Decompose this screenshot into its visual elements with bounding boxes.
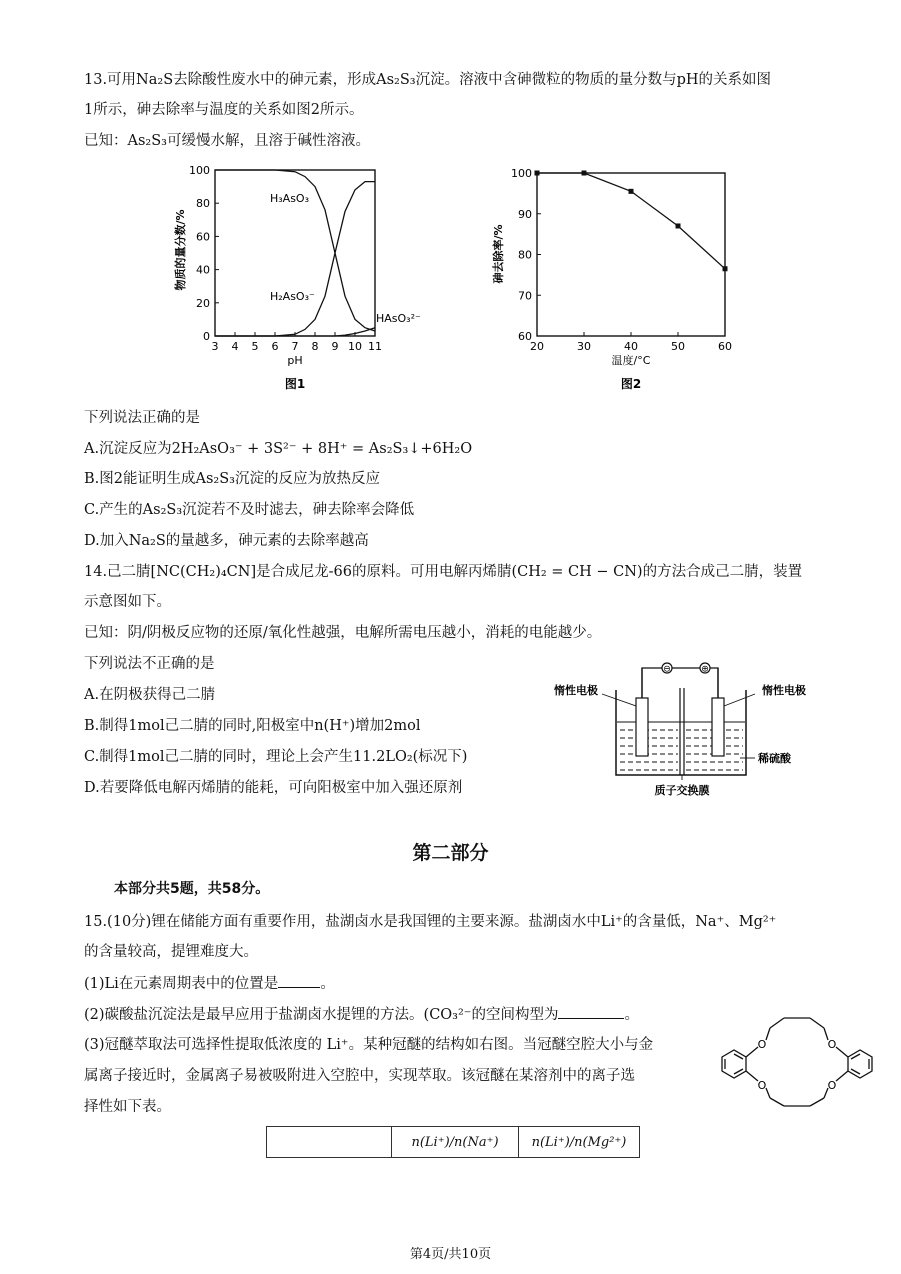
electrolysis-diagram [550, 650, 806, 810]
q13-option-b: B.图2能证明生成As₂S₃沉淀的反应为放热反应 [84, 471, 380, 487]
x-tick-label: 40 [624, 340, 638, 353]
q14-option-d: D.若要降低电解丙烯腈的能耗，可向阳极室中加入强还原剂 [84, 780, 463, 796]
x-axis-label: 温度/°C [611, 354, 651, 367]
q15-part1-end: 。 [320, 976, 335, 992]
series-label: H₂AsO₃⁻ [270, 290, 315, 303]
q13-line1: 13.可用Na₂S去除酸性废水中的砷元素，形成As₂S₃沉淀。溶液中含砷微粒的物质的量分数与pH的关系如图 [84, 72, 772, 88]
fig1-ylabel: 物质的量分数/% [174, 209, 187, 291]
x-tick-label: 11 [368, 340, 382, 353]
q15-line2: 的含量较高，提锂难度大。 [84, 944, 258, 960]
q14-line1: 14.己二腈[NC(CH₂)₄CN]是合成尼龙-66的原料。可用电解丙烯腈(CH₂ = CH − CN)的方法合成己二腈，装置 [84, 564, 803, 580]
q15-part3-line2: 属离子接近时，金属离子易被吸附进入空腔中，实现萃取。该冠醚在某溶剂中的离子选 [84, 1068, 635, 1084]
q13-option-c: C.产生的As₂S₃沉淀若不及时滤去，砷去除率会降低 [84, 502, 415, 518]
plot-frame [537, 173, 725, 336]
part2-heading: 第二部分 [412, 842, 489, 864]
negative-terminal-icon: ⊖ [663, 664, 671, 675]
q15-part2-blank[interactable] [558, 1004, 624, 1019]
proton-exchange-membrane-label: 质子交换膜 [654, 784, 710, 797]
series-label: HAsO₃²⁻ [376, 312, 421, 325]
chart-title: 图1 [284, 377, 306, 391]
series-label: H₃AsO₃ [270, 192, 310, 205]
ion-selectivity-table [266, 1126, 640, 1158]
q13-option-a: A.沉淀反应为2H₂AsO₃⁻ + 3S²⁻ + 8H⁺ = As₂S₃↓+6H₂O [84, 441, 473, 457]
q15-part3-line1: (3)冠醚萃取法可选择性提取低浓度的 Li⁺。某种冠醚的结构如右图。当冠醚空腔大小与金 [84, 1037, 654, 1053]
table-header-li-na: n(Li⁺)/n(Na⁺) [392, 1127, 519, 1158]
data-point [535, 171, 540, 176]
q15-line1: 15.(10分)锂在储能方面有重要作用，盐湖卤水是我国锂的主要来源。盐湖卤水中Li⁺的含量低，Na⁺、Mg²⁺ [84, 914, 777, 930]
x-tick-label: 3 [211, 340, 219, 353]
y-tick-label: 40 [196, 263, 210, 277]
q15-part1-blank[interactable] [278, 973, 320, 988]
q13-known: 已知：As₂S₃可缓慢水解，且溶于碱性溶液。 [84, 133, 370, 149]
y-tick-label: 80 [518, 248, 532, 262]
q13-line2: 1所示，砷去除率与温度的关系如图2所示。 [84, 102, 364, 118]
q14-option-b: B.制得1mol己二腈的同时,阳极室中n(H⁺)增加2mol [84, 718, 421, 734]
svg-text:O: O [827, 1038, 837, 1051]
x-tick-label: 4 [231, 340, 239, 353]
chart-title: 图2 [620, 377, 642, 391]
right-electrode-label: 惰性电极 [762, 684, 806, 697]
y-tick-label: 90 [518, 207, 532, 221]
y-tick-label: 80 [196, 197, 210, 211]
y-tick-label: 60 [196, 230, 210, 244]
crown-ether-structure [712, 1010, 882, 1110]
q15-part3-line3: 择性如下表。 [84, 1099, 171, 1115]
series-line [537, 173, 725, 269]
q14-prompt: 下列说法不正确的是 [84, 656, 215, 672]
y-tick-label: 70 [518, 289, 532, 303]
q15-part2-end: 。 [624, 1007, 639, 1023]
fig2-ylabel: 砷去除率/% [492, 224, 505, 284]
x-tick-label: 9 [331, 340, 339, 353]
table-header-li-mg: n(Li⁺)/n(Mg²⁺) [519, 1127, 640, 1158]
data-point [629, 189, 634, 194]
q13-option-d: D.加入Na₂S的量越多，砷元素的去除率越高 [84, 533, 369, 549]
y-tick-label: 60 [518, 330, 532, 343]
q15-part2-text: (2)碳酸盐沉淀法是最早应用于盐湖卤水提锂的方法。(CO₃²⁻的空间构型为 [84, 1007, 559, 1023]
x-tick-label: 50 [671, 340, 685, 353]
left-electrode-label: 惰性电极 [554, 684, 598, 697]
x-tick-label: 6 [271, 340, 279, 353]
q15-part1-text: (1)Li在元素周期表中的位置是 [84, 976, 279, 992]
x-axis-label: pH [287, 354, 303, 367]
x-tick-label: 10 [348, 340, 362, 353]
positive-terminal-icon: ⊕ [701, 664, 709, 675]
page-footer: 第4页/共10页 [409, 1247, 492, 1262]
figure-1-chart [168, 158, 421, 398]
table-header-empty [267, 1127, 392, 1158]
x-tick-label: 8 [311, 340, 319, 353]
svg-text:O: O [827, 1079, 837, 1092]
dilute-sulfuric-acid-label: 稀硫酸 [758, 752, 791, 765]
data-point [723, 266, 728, 271]
q13-prompt: 下列说法正确的是 [84, 410, 200, 426]
part2-intro: 本部分共5题，共58分。 [114, 881, 270, 897]
svg-text:O: O [757, 1079, 767, 1092]
x-tick-label: 7 [291, 340, 299, 353]
figure-2-chart [488, 158, 738, 398]
y-tick-label: 20 [196, 296, 210, 310]
y-tick-label: 100 [511, 167, 532, 180]
q14-known: 已知：阴/阴极反应物的还原/氧化性越强，电解所需电压越小，消耗的电能越少。 [84, 625, 602, 641]
data-point [582, 171, 587, 176]
x-tick-label: 20 [530, 340, 544, 353]
x-tick-label: 30 [577, 340, 591, 353]
q14-option-c: C.制得1mol己二腈的同时，理论上会产生11.2LO₂(标况下) [84, 749, 468, 765]
q15-part1 [84, 973, 335, 994]
q14-line2: 示意图如下。 [84, 594, 171, 610]
x-tick-label: 5 [251, 340, 259, 353]
x-tick-label: 60 [718, 340, 732, 353]
svg-text:O: O [757, 1038, 767, 1051]
y-tick-label: 100 [189, 164, 210, 177]
q14-option-a: A.在阴极获得己二腈 [84, 687, 216, 703]
y-tick-label: 0 [203, 330, 210, 343]
data-point [676, 223, 681, 228]
q15-part2 [84, 1004, 639, 1025]
